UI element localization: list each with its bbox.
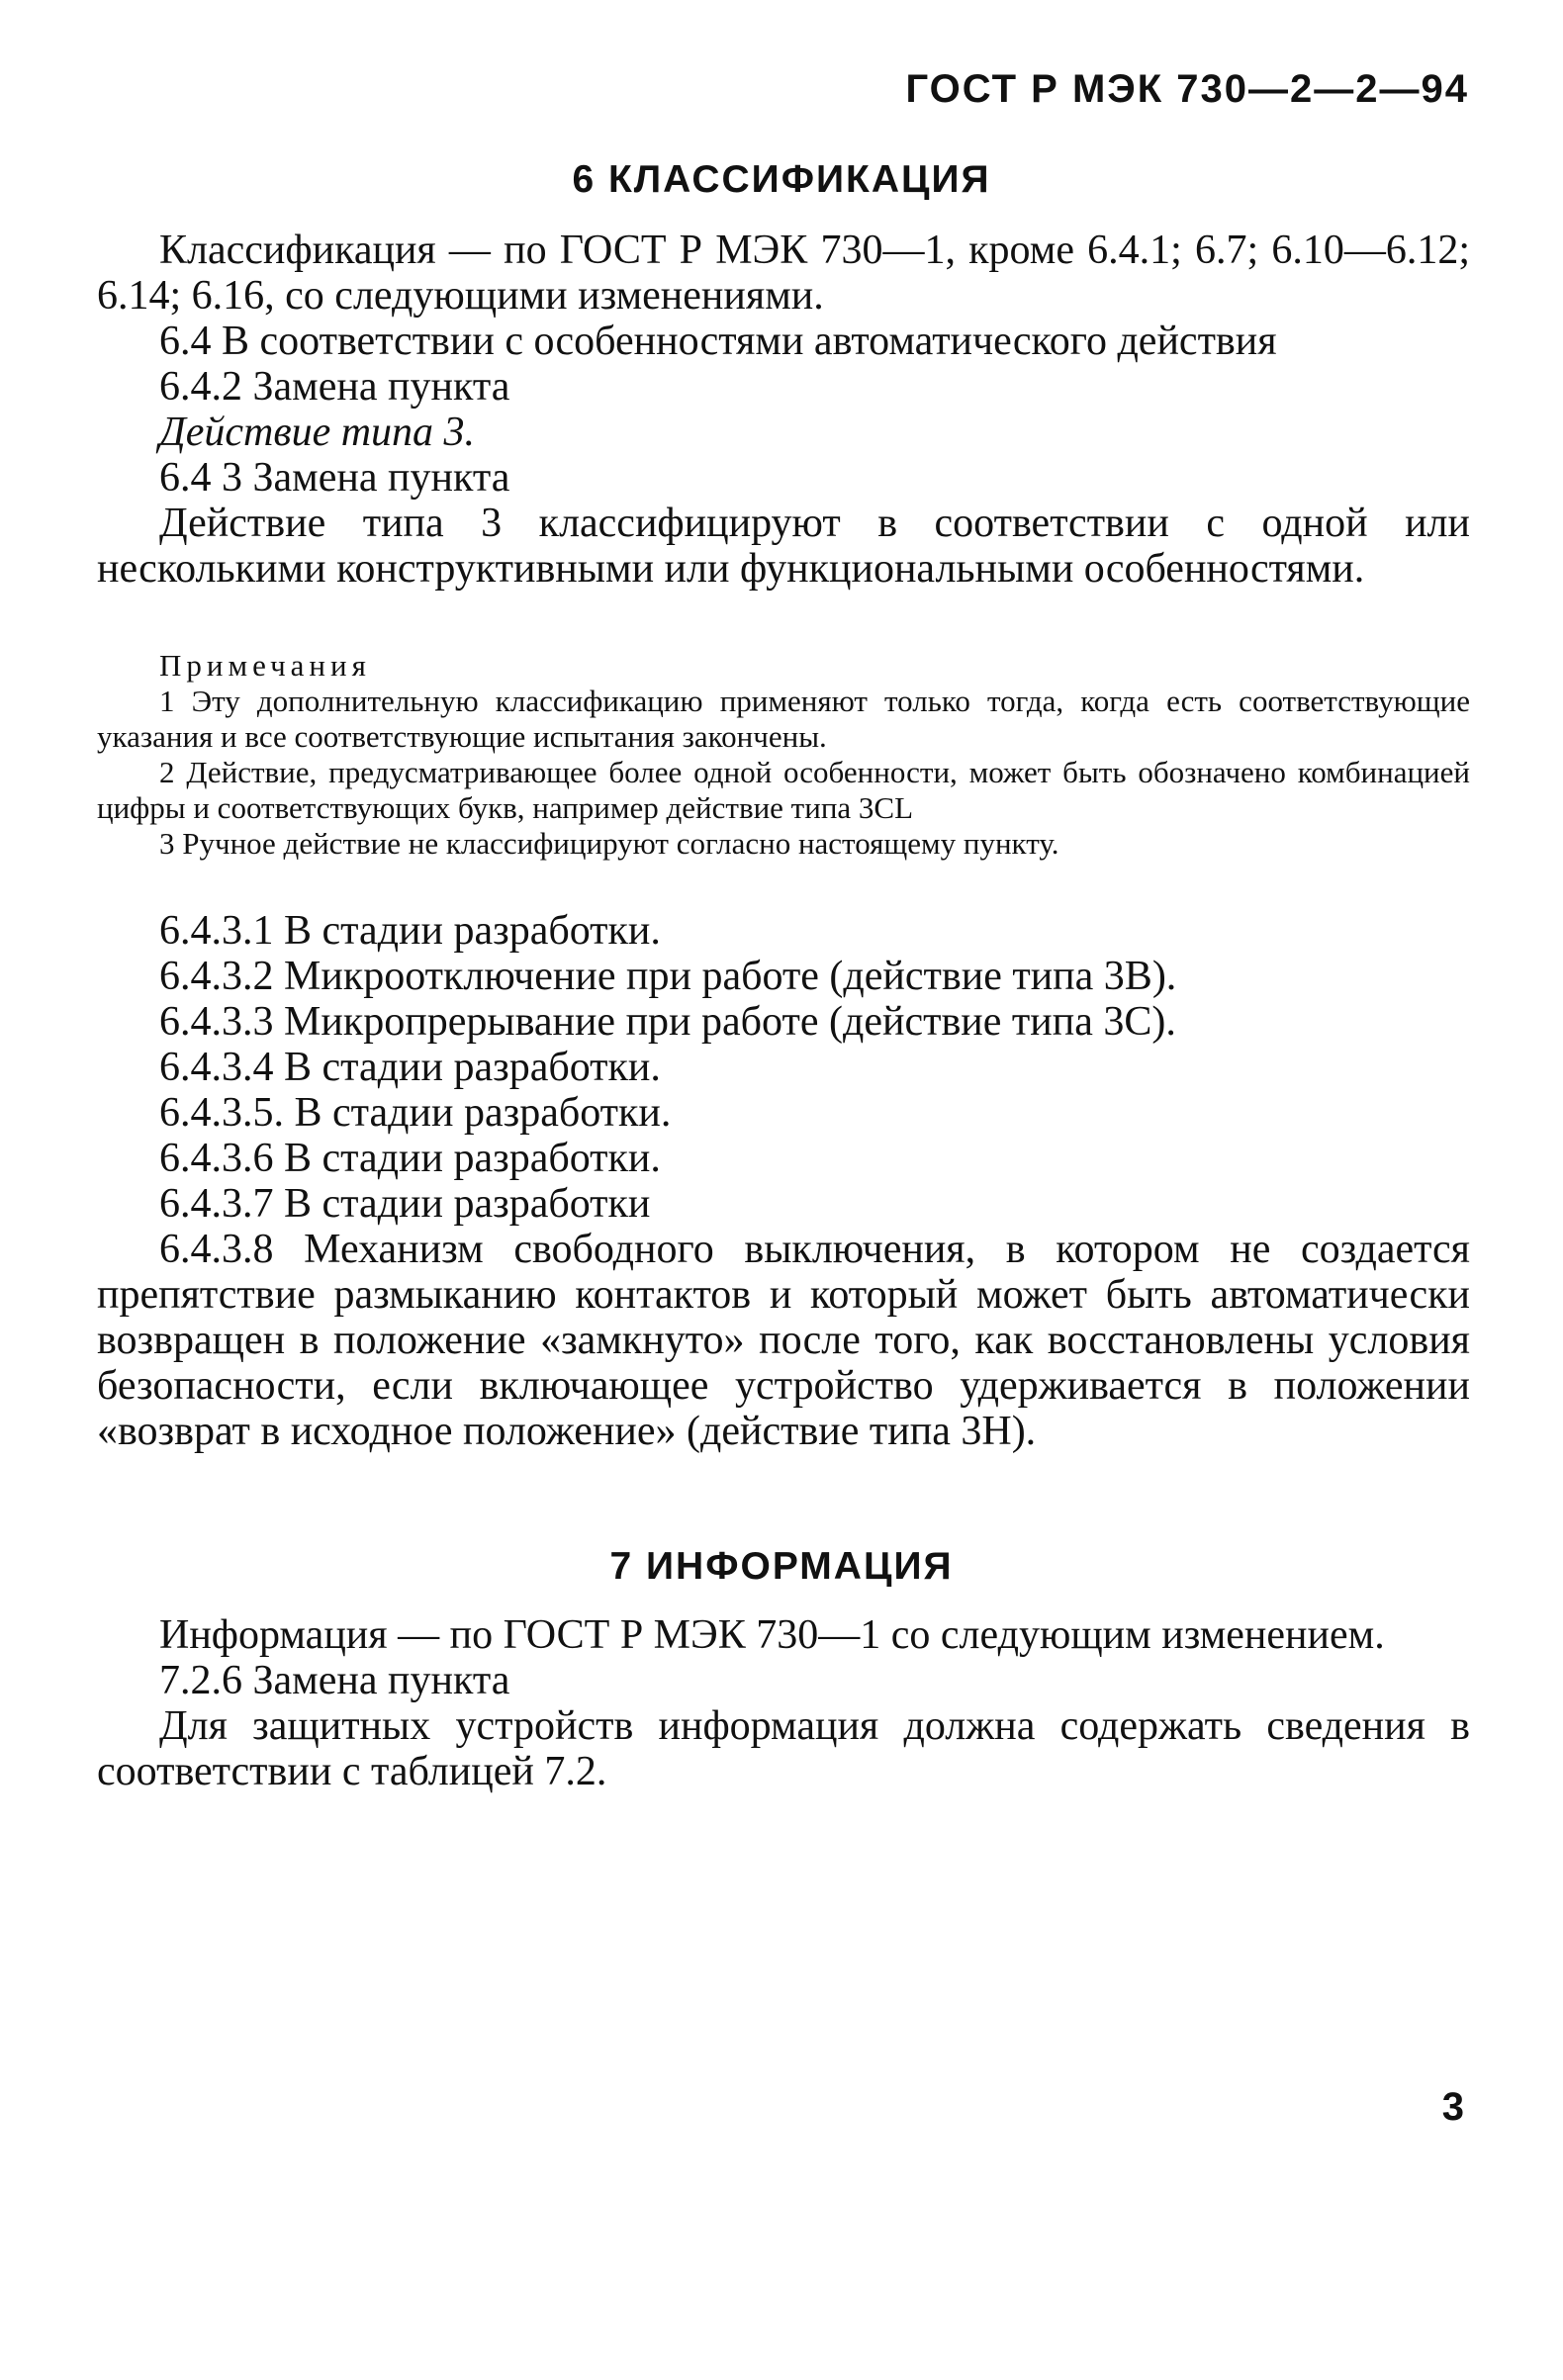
list-item: 6.4.3.1 В стадии разработки. [159,908,661,954]
list-item: 6.4.3.4 В стадии разработки. [159,1045,661,1090]
document-code: ГОСТ Р МЭК 730—2—2—94 [905,67,1469,111]
notes-title: Примечания [159,648,371,683]
section-7-title: 7 ИНФОРМАЦИЯ [609,1545,954,1588]
paragraph: 6.4.2 Замена пункта [159,364,510,410]
section-6-title: 6 КЛАССИФИКАЦИЯ [572,158,991,201]
paragraph-italic: Действие типа 3. [159,410,476,455]
section-6-intro [97,228,1470,592]
list-item: 6.4.3.3 Микропрерывание при работе (действие типа 3С). [159,999,1176,1045]
paragraph: Классификация — по ГОСТ Р МЭК 730—1, кроме 6.4.1; 6.7; 6.10—6.12; 6.14; 6.16, со следующими изменениями. [97,228,1470,319]
list-item: 6.4.3.8 Механизм свободного выключения, в котором не создается препятствие размыканию контактов и который может быть автоматически возвращен в положение «замкнуто» после того, как восстановлены условия безопасности, если включающее устройство удерживается в положении «возврат в исходное положение» (действие типа 3Н). [97,1227,1470,1454]
note-item: 1 Эту дополнительную классификацию применяют только тогда, когда есть соответствующие указания и все соответствующие испытания закончены. [97,684,1470,754]
paragraph: 6.4 3 Замена пункта [159,455,510,501]
list-item: 6.4.3.5. В стадии разработки. [159,1090,672,1136]
list-item: 6.4.3.2 Микроотключение при работе (действие типа 3В). [159,954,1177,999]
list-item: 6.4.3.6 В стадии разработки. [159,1136,661,1181]
paragraph: Действие типа 3 классифицируют в соответствии с одной или несколькими конструктивными или функциональными особенностями. [97,501,1470,592]
note-item: 3 Ручное действие не классифицируют согласно настоящему пункту. [159,826,1059,861]
paragraph: 7.2.6 Замена пункта [159,1658,510,1703]
note-item: 2 Действие, предусматривающее более одной особенности, может быть обозначено комбинацией цифры и соответствующих букв, например действие типа 3CL [97,755,1470,825]
paragraph: Информация — по ГОСТ Р МЭК 730—1 со следующим изменением. [159,1612,1385,1658]
paragraph: 6.4 В соответствии с особенностями автоматического действия [159,319,1277,364]
list-item: 6.4.3.7 В стадии разработки [159,1181,651,1227]
section-7-body [97,1612,1470,1794]
section-6-items [97,908,1470,1454]
notes-block [97,648,1470,862]
paragraph: Для защитных устройств информация должна содержать сведения в соответствии с таблицей 7.2. [97,1703,1470,1794]
page-number: 3 [1441,2085,1464,2129]
